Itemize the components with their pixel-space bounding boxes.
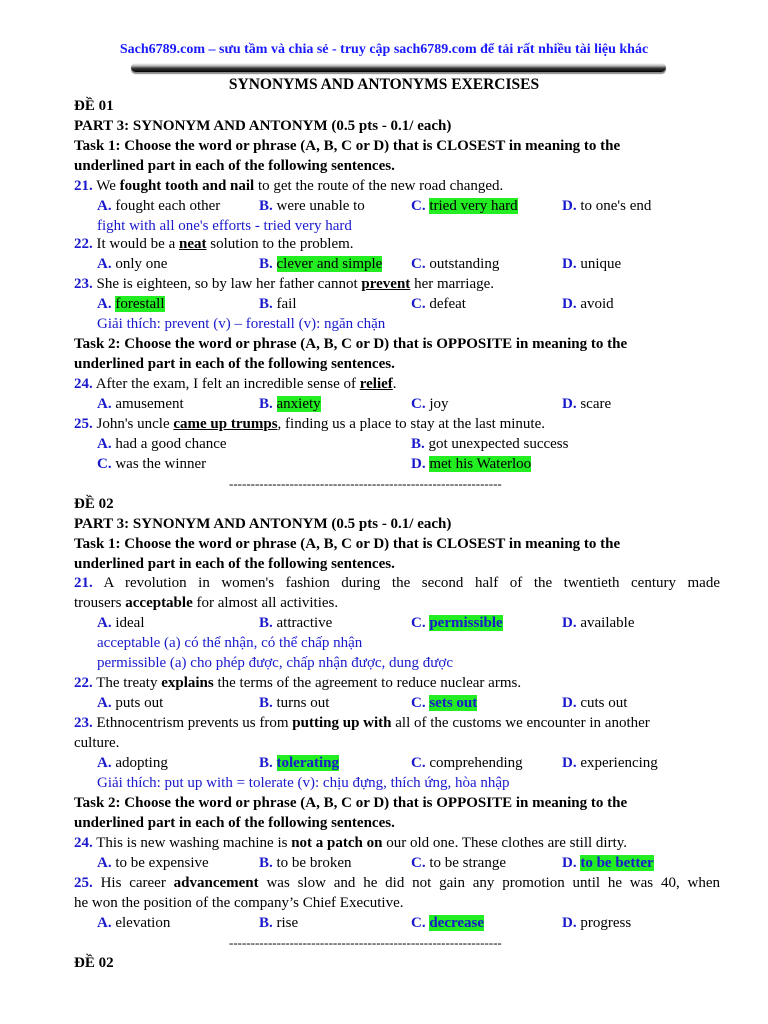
option-c[interactable]: C. to be strange (411, 855, 506, 871)
option-a[interactable]: A. only one (97, 256, 168, 272)
explanation-note: acceptable (a) có thể nhận, có thể chấp nhận (97, 635, 363, 651)
option-d[interactable]: D. to one's end (562, 198, 652, 214)
option-b[interactable]: B. anxiety (259, 396, 321, 412)
key-phrase: advancement (173, 875, 259, 891)
option-d[interactable]: D. unique (562, 256, 622, 272)
option-c[interactable]: C. outstanding (411, 256, 500, 272)
option-a[interactable]: A. had a good chance (97, 436, 227, 452)
explanation-note: permissible (a) cho phép được, chấp nhận được, dung được (97, 655, 454, 671)
option-b[interactable]: B. got unexpected success (411, 436, 569, 452)
question-23: 23. She is eighteen, so by law her father cannot prevent her marriage. (74, 276, 495, 292)
key-phrase: relief (359, 376, 393, 392)
question-21: 21. We fought tooth and nail to get the route of the new road changed. (74, 178, 504, 194)
answer-highlight: permissible (429, 615, 503, 631)
task2-instruction: Task 2: Choose the word or phrase (A, B, C or D) that is OPPOSITE in meaning to the (74, 336, 628, 352)
task1-instruction-cont: underlined part in each of the following sentences. (74, 556, 395, 572)
key-phrase: came up trumps (173, 416, 278, 432)
option-d[interactable]: D. cuts out (562, 695, 628, 711)
task2-instruction-cont: underlined part in each of the following sentences. (74, 815, 395, 831)
task1-instruction: Task 1: Choose the word or phrase (A, B, C or D) that is CLOSEST in meaning to the (74, 138, 621, 154)
option-b[interactable]: B. tolerating (259, 755, 339, 771)
answer-highlight: tolerating (276, 755, 339, 771)
option-b[interactable]: B. were unable to (259, 198, 365, 214)
question-number: 25. (74, 875, 93, 891)
option-d[interactable]: D. scare (562, 396, 612, 412)
option-a[interactable]: A. to be expensive (97, 855, 209, 871)
task2-instruction-cont: underlined part in each of the following sentences. (74, 356, 395, 372)
section-separator: --------------------------------------------------------------- (229, 476, 502, 491)
question-number: 21. (74, 575, 93, 591)
task1-instruction: Task 1: Choose the word or phrase (A, B, C or D) that is CLOSEST in meaning to the (74, 536, 621, 552)
option-c[interactable]: C. defeat (411, 296, 466, 312)
option-d[interactable]: D. to be better (562, 855, 654, 871)
option-d[interactable]: D. met his Waterloo (411, 456, 532, 472)
section-heading-de02: ĐỀ 02 (74, 496, 114, 512)
option-d[interactable]: D. available (562, 615, 635, 631)
option-a[interactable]: A. forestall (97, 296, 165, 312)
option-a[interactable]: A. fought each other (97, 198, 221, 214)
question-number: 25. (74, 416, 93, 432)
option-d[interactable]: D. avoid (562, 296, 614, 312)
key-phrase: explains (161, 675, 214, 691)
task2-instruction: Task 2: Choose the word or phrase (A, B, C or D) that is OPPOSITE in meaning to the (74, 795, 628, 811)
question-number: 23. (74, 715, 93, 731)
key-phrase: acceptable (125, 595, 193, 611)
answer-highlight: to be better (580, 855, 654, 871)
question-25: 25. John's uncle came up trumps, finding us a place to stay at the last minute. (74, 416, 545, 432)
explanation-note: fight with all one's efforts - tried very hard (97, 218, 352, 234)
option-a[interactable]: A. adopting (97, 755, 168, 771)
answer-highlight: tried very hard (429, 198, 518, 214)
answer-highlight: forestall (115, 296, 165, 312)
option-a[interactable]: A. ideal (97, 615, 145, 631)
option-c[interactable]: C. comprehending (411, 755, 523, 771)
question-25: 25. His career advancement was slow and he did not gain any promotion until he was 40, when (74, 875, 720, 891)
key-phrase: not a patch on (291, 835, 383, 851)
task1-instruction-cont: underlined part in each of the following sentences. (74, 158, 395, 174)
question-24: 24. After the exam, I felt an incredible sense of relief. (74, 376, 397, 392)
option-a[interactable]: A. amusement (97, 396, 184, 412)
question-21-cont: trousers acceptable for almost all activities. (74, 595, 339, 611)
option-b[interactable]: B. turns out (259, 695, 330, 711)
option-c[interactable]: C. was the winner (97, 456, 207, 472)
key-phrase: prevent (361, 276, 411, 292)
question-number: 22. (74, 236, 93, 252)
question-25-cont: he won the position of the company’s Chief Executive. (74, 895, 404, 911)
option-a[interactable]: A. puts out (97, 695, 164, 711)
option-c[interactable]: C. joy (411, 396, 449, 412)
option-d[interactable]: D. experiencing (562, 755, 658, 771)
question-23: 23. Ethnocentrism prevents us from putting up with all of the customs we encounter in another (74, 715, 650, 731)
question-number: 24. (74, 376, 93, 392)
key-phrase: neat (178, 236, 207, 252)
section-separator: --------------------------------------------------------------- (229, 935, 502, 950)
explanation-note: Giải thích: prevent (v) – forestall (v): ngăn chặn (97, 316, 386, 332)
option-b[interactable]: B. to be broken (259, 855, 352, 871)
question-22: 22. The treaty explains the terms of the agreement to reduce nuclear arms. (74, 675, 522, 691)
section-heading-de01: ĐỀ 01 (74, 98, 114, 114)
header-banner-divider (131, 63, 666, 72)
option-b[interactable]: B. rise (259, 915, 299, 931)
question-number: 24. (74, 835, 93, 851)
option-d[interactable]: D. progress (562, 915, 632, 931)
answer-highlight: clever and simple (276, 256, 383, 272)
answer-highlight: anxiety (276, 396, 321, 412)
option-b[interactable]: B. clever and simple (259, 256, 383, 272)
doc-title: SYNONYMS AND ANTONYMS EXERCISES (228, 76, 540, 93)
option-b[interactable]: B. fail (259, 296, 297, 312)
question-23-cont: culture. (74, 735, 120, 751)
option-c[interactable]: C. decrease (411, 915, 485, 931)
part-heading: PART 3: SYNONYM AND ANTONYM (0.5 pts - 0.1/ each) (74, 118, 452, 134)
question-22: 22. It would be a neat solution to the problem. (74, 236, 354, 252)
option-c[interactable]: C. sets out (411, 695, 478, 711)
option-c[interactable]: C. tried very hard (411, 198, 518, 214)
question-21: 21. A revolution in women's fashion during the second half of the twentieth century made (74, 575, 720, 591)
key-phrase: putting up with (292, 715, 392, 731)
option-b[interactable]: B. attractive (259, 615, 333, 631)
part-heading: PART 3: SYNONYM AND ANTONYM (0.5 pts - 0.1/ each) (74, 516, 452, 532)
answer-highlight: sets out (429, 695, 478, 711)
question-24: 24. This is new washing machine is not a patch on our old one. These clothes are still dirty. (74, 835, 628, 851)
question-number: 21. (74, 178, 93, 194)
site-header[interactable]: Sach6789.com – sưu tầm và chia sẻ - truy cập sach6789.com để tải rất nhiều tài liệu khác (119, 42, 649, 57)
answer-highlight: met his Waterloo (429, 456, 532, 472)
question-number: 22. (74, 675, 93, 691)
key-phrase: fought tooth and nail (119, 178, 255, 194)
explanation-note: Giải thích: put up with = tolerate (v): chịu đựng, thích ứng, hòa nhập (97, 775, 510, 791)
section-heading-de02-next: ĐỀ 02 (74, 955, 114, 971)
option-c[interactable]: C. permissible (411, 615, 503, 631)
answer-highlight: decrease (429, 915, 485, 931)
question-number: 23. (74, 276, 93, 292)
option-a[interactable]: A. elevation (97, 915, 171, 931)
